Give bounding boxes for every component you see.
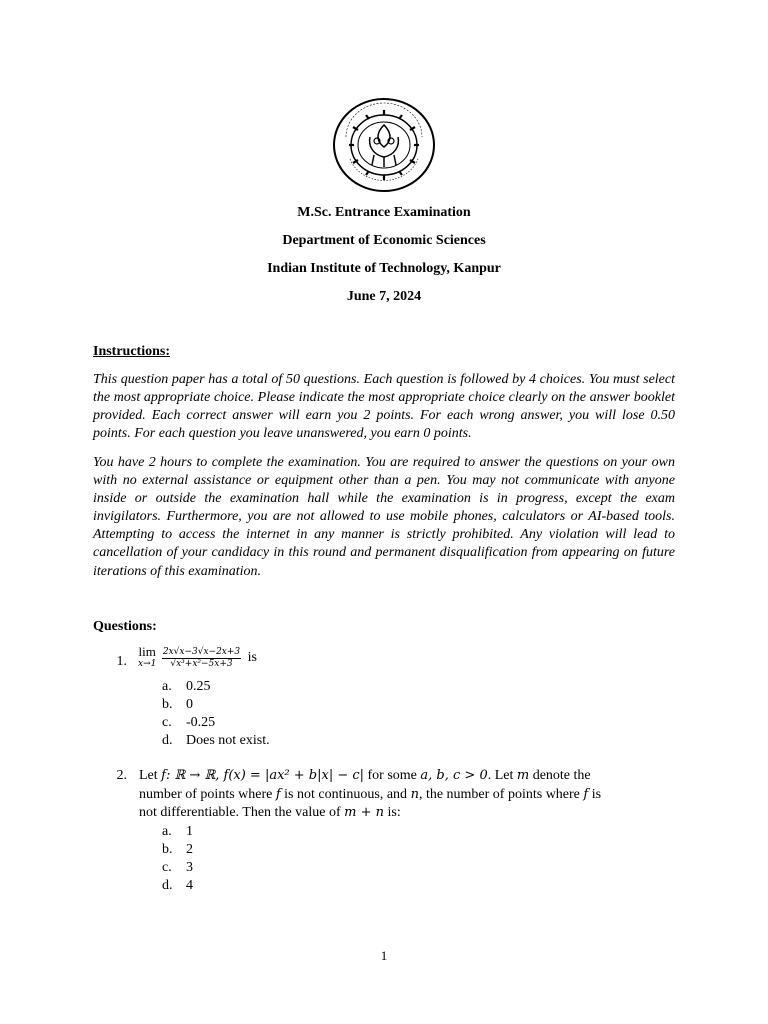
- question-1-stem: [138, 646, 257, 678]
- fraction-denominator: √x³+x²−5x+3: [170, 658, 233, 669]
- option: b. 2: [162, 842, 193, 857]
- option: c. 3: [162, 860, 193, 875]
- question-number: 1.: [116, 654, 127, 669]
- exam-title: M.Sc. Entrance Examination: [297, 205, 471, 220]
- question-2-line-3: not differentiable. Then the value of m + n is:: [139, 805, 401, 820]
- option: a. 0.25: [162, 679, 211, 694]
- option: d. 4: [162, 878, 193, 893]
- questions-heading: Questions:: [93, 619, 157, 634]
- question-2-line-2: number of points where f is not continuous, and n, the number of points where f is: [139, 787, 602, 802]
- question-number: 2.: [116, 768, 127, 783]
- instructions-paragraph-2: You have 2 hours to complete the examination. You are required to answer the questions on your own with no external assistance or equipment other than a pen. You may not communicate with anyone inside or outside the examination hall while the examination is in progress, except the exam invigilators. Furthermore, you are not allowed to use mobile phones, calculators or AI-based tools. Attempting to access the internet in any manner is strictly prohibited. Any violation will lead to cancellation of your candidacy in this round and permanent disqualification from appearing on future iterations of this examination.: [93, 455, 675, 579]
- limit-subscript: x→1: [138, 659, 157, 669]
- option: c. -0.25: [162, 715, 216, 730]
- institute-name: Indian Institute of Technology, Kanpur: [267, 261, 501, 276]
- fraction-numerator: 2x√x−3√x−2x+3: [162, 646, 241, 657]
- question-suffix: is: [247, 650, 257, 665]
- instructions-heading: Instructions:: [93, 344, 171, 359]
- option: b. 0: [162, 697, 193, 712]
- option: d. Does not exist.: [162, 733, 270, 748]
- department-name: Department of Economic Sciences: [282, 233, 486, 248]
- limit-operator: lim: [138, 644, 156, 659]
- instructions-paragraph-1: This question paper has a total of 50 questions. Each question is followed by 4 choices. You must select the most appropriate choice. Please indicate the most appropriate choice clearly on the answer booklet provided. Each correct answer will earn you 2 points. For each wrong answer, you will lose 0.50 points. For each question you leave unanswered, you earn 0 points.: [93, 372, 675, 442]
- question-2-line-1: Let f: ℝ → ℝ, f(x) = |ax² + b|x| − c| for some a, b, c > 0. Let m denote the: [139, 768, 591, 783]
- option: a. 1: [162, 824, 193, 839]
- exam-date: June 7, 2024: [346, 289, 422, 304]
- iitk-emblem: [332, 97, 436, 193]
- page-number: 1: [380, 948, 388, 963]
